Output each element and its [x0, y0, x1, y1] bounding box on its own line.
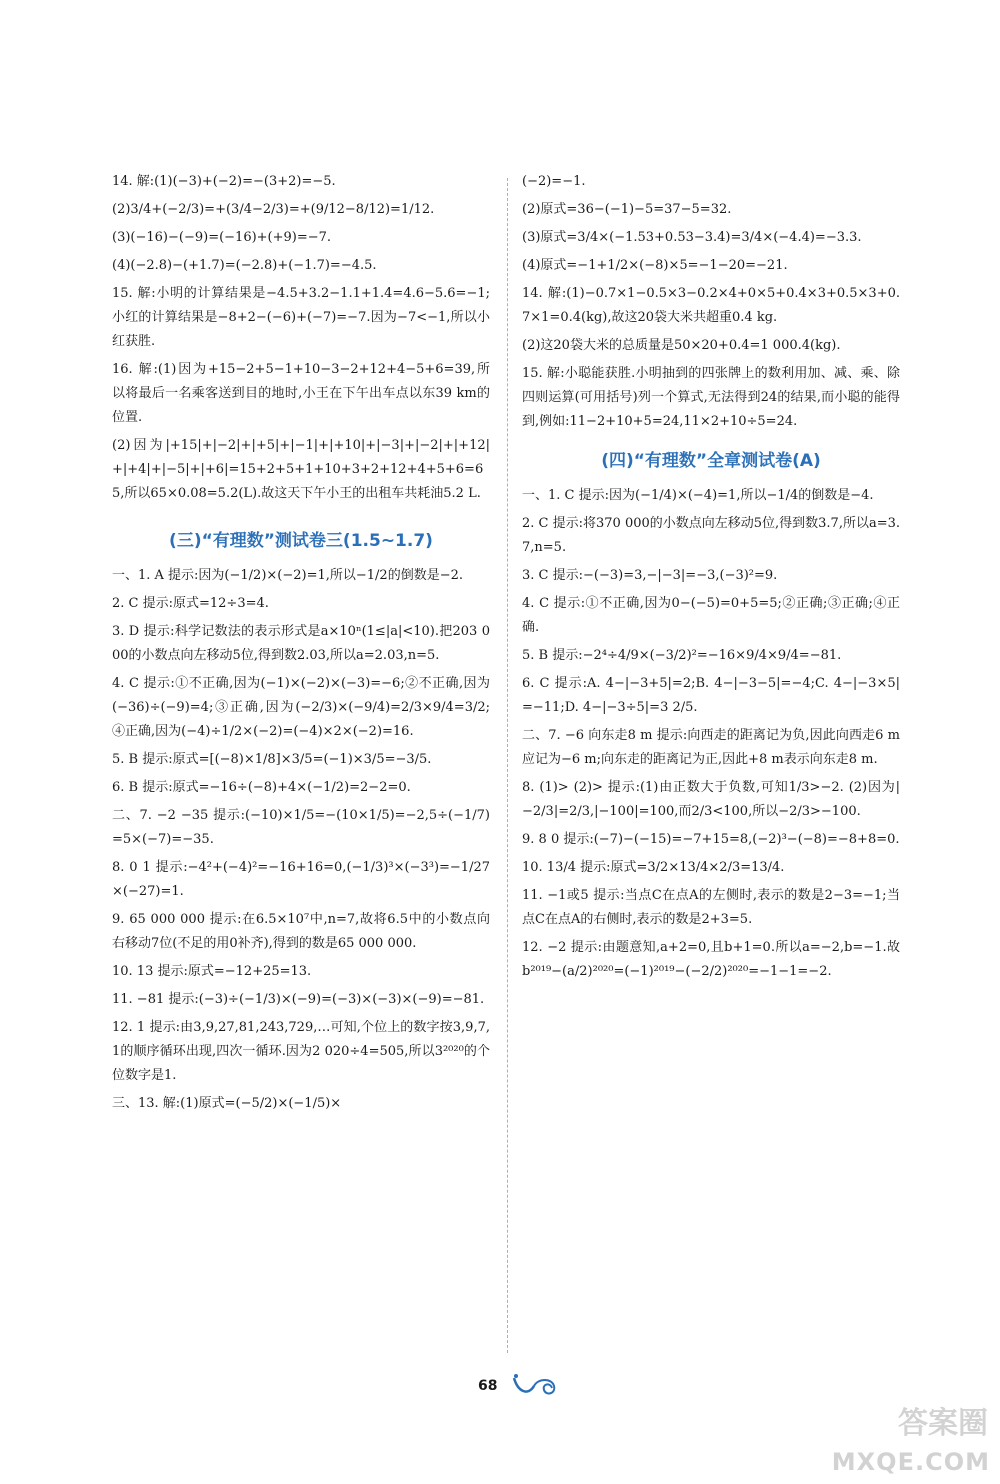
- answer-2: 2. C 提示:原式=12÷3=4.: [112, 596, 269, 611]
- answer-4: 4. C 提示:①不正确,因为0−(−5)=0+5=5;②正确;③正确;④正确.: [522, 596, 900, 635]
- answer-14-part2: (2)这20袋大米的总质量是50×20+0.4=1 000.4(kg).: [522, 338, 841, 353]
- answer-4: 4. C 提示:①不正确,因为(−1)×(−2)×(−3)=−6;②不正确,因为(−36)÷(−9)=4;③正确,因为(−2/3)×(−9/4)=2/3×9/4=3/2;④正确,因为(−4)÷1/2×(−2)=(−4)×2×(−2)=16.: [112, 676, 490, 739]
- answer-14: 14. 解:(1)−0.7×1−0.5×3−0.2×4+0×5+0.4×3+0.5×3+0.7×1=0.4(kg),故这20袋大米共超重0.4 kg.: [522, 286, 900, 325]
- answer-14-part4: (4)(−2.8)−(+1.7)=(−2.8)+(−1.7)=−4.5.: [112, 258, 377, 273]
- answer-13-cont: (−2)=−1.: [522, 174, 586, 189]
- answer-13-part2: (2)原式=36−(−1)−5=37−5=32.: [522, 202, 732, 217]
- answer-12: 12. 1 提示:由3,9,27,81,243,729,…可知,个位上的数字按3,9,7,1的顺序循环出现,四次一循环.因为2 020÷4=505,所以3²⁰²⁰的个位数字是1.: [112, 1020, 490, 1083]
- answer-9: 9. 65 000 000 提示:在6.5×10⁷中,n=7,故将6.5中的小数点向右移动7位(不足的用0补齐),得到的数是65 000 000.: [112, 912, 490, 951]
- left-column: [112, 170, 490, 1120]
- swirl-ornament-icon: [508, 1370, 568, 1400]
- answer-6: 6. B 提示:原式=−16÷(−8)+4×(−1/2)=2−2=0.: [112, 780, 411, 795]
- answer-11: 11. −81 提示:(−3)÷(−1/3)×(−9)=(−3)×(−3)×(−9)=−81.: [112, 992, 485, 1007]
- section-heading-4: (四)“有理数”全章测试卷(A): [601, 451, 821, 471]
- answer-16-part2: (2)因为|+15|+|−2|+|+5|+|−1|+|+10|+|−3|+|−2|+|+12|+|+4|+|−5|+|+6|=15+2+5+1+10+3+2+12+4+5+6=65,所以65×0.08=5.2(L).故这天下午小王的出租车共耗油5.2 L.: [112, 438, 490, 501]
- answer-14-part2: (2)3/4+(−2/3)=+(3/4−2/3)=+(9/12−8/12)=1/12.: [112, 202, 435, 217]
- answer-1: 一、1. C 提示:因为(−1/4)×(−4)=1,所以−1/4的倒数是−4.: [522, 488, 874, 503]
- watermark-url: MXQE.COM: [831, 1448, 990, 1476]
- answer-15: 15. 解:小明的计算结果是−4.5+3.2−1.1+1.4=4.6−5.6=−1;小红的计算结果是−8+2−(−6)+(−7)=−7.因为−7<−1,所以小红获胜.: [112, 286, 490, 349]
- answer-11: 11. −1或5 提示:当点C在点A的左侧时,表示的数是2−3=−1;当点C在点A的右侧时,表示的数是2+3=5.: [522, 888, 900, 927]
- watermark-logo-cn: 答案圈: [898, 1406, 988, 1441]
- answer-7: 二、7. −2 −35 提示:(−10)×1/5=−(10×1/5)=−2,5÷(−1/7)=5×(−7)=−35.: [112, 808, 490, 847]
- section-heading-3: (三)“有理数”测试卷三(1.5~1.7): [169, 531, 433, 551]
- column-divider: [507, 178, 508, 1353]
- right-column: [522, 170, 900, 988]
- answer-3: 3. D 提示:科学记数法的表示形式是a×10ⁿ(1≤|a|<10).把203 000的小数点向左移动5位,得到数2.03,所以a=2.03,n=5.: [112, 624, 490, 663]
- answer-15: 15. 解:小聪能获胜.小明抽到的四张牌上的数利用加、减、乘、除四则运算(可用括号)列一个算式,无法得到24的结果,而小聪的能得到,例如:11−2+10+5=24,11×2+10÷5=24.: [522, 366, 900, 429]
- answer-10: 10. 13/4 提示:原式=3/2×13/4×2/3=13/4.: [522, 860, 785, 875]
- answer-14: 14. 解:(1)(−3)+(−2)=−(3+2)=−5.: [112, 174, 336, 189]
- answer-13: 三、13. 解:(1)原式=(−5/2)×(−1/5)×: [112, 1096, 342, 1111]
- page-number: 68: [478, 1378, 498, 1394]
- answer-7: 二、7. −6 向东走8 m 提示:向西走的距离记为负,因此向西走6 m应记为−6 m;向东走的距离记为正,因此+8 m表示向东走8 m.: [522, 728, 900, 767]
- answer-1: 一、1. A 提示:因为(−1/2)×(−2)=1,所以−1/2的倒数是−2.: [112, 568, 464, 583]
- answer-14-part3: (3)(−16)−(−9)=(−16)+(+9)=−7.: [112, 230, 332, 245]
- answer-3: 3. C 提示:−(−3)=3,−|−3|=−3,(−3)²=9.: [522, 568, 778, 583]
- answer-9: 9. 8 0 提示:(−7)−(−15)=−7+15=8,(−2)³−(−8)=−8+8=0.: [522, 832, 900, 847]
- answer-16: 16. 解:(1)因为+15−2+5−1+10−3−2+12+4−5+6=39,所以将最后一名乘客送到目的地时,小王在下午出车点以东39 km的位置.: [112, 362, 490, 425]
- answer-8: 8. (1)> (2)> 提示:(1)由正数大于负数,可知1/3>−2. (2)因为|−2/3|=2/3,|−100|=100,而2/3<100,所以−2/3>−100.: [522, 780, 900, 819]
- answer-8: 8. 0 1 提示:−4²+(−4)²=−16+16=0,(−1/3)³×(−3³)=−1/27×(−27)=1.: [112, 860, 490, 899]
- answer-6: 6. C 提示:A. 4−|−3+5|=2;B. 4−|−3−5|=−4;C. 4−|−3×5|=−11;D. 4−|−3÷5|=3 2/5.: [522, 676, 900, 715]
- answer-5: 5. B 提示:原式=[(−8)×1/8]×3/5=(−1)×3/5=−3/5.: [112, 752, 432, 767]
- answer-13-part3: (3)原式=3/4×(−1.53+0.53−3.4)=3/4×(−4.4)=−3.3.: [522, 230, 862, 245]
- answer-13-part4: (4)原式=−1+1/2×(−8)×5=−1−20=−21.: [522, 258, 788, 273]
- answer-10: 10. 13 提示:原式=−12+25=13.: [112, 964, 312, 979]
- answer-2: 2. C 提示:将370 000的小数点向左移动5位,得到数3.7,所以a=3.7,n=5.: [522, 516, 901, 555]
- answer-12: 12. −2 提示:由题意知,a+2=0,且b+1=0.所以a=−2,b=−1.故b²⁰¹⁹−(a/2)²⁰²⁰=(−1)²⁰¹⁹−(−2/2)²⁰²⁰=−1−1=−2.: [522, 940, 900, 979]
- answer-5: 5. B 提示:−2⁴÷4/9×(−3/2)²=−16×9/4×9/4=−81.: [522, 648, 842, 663]
